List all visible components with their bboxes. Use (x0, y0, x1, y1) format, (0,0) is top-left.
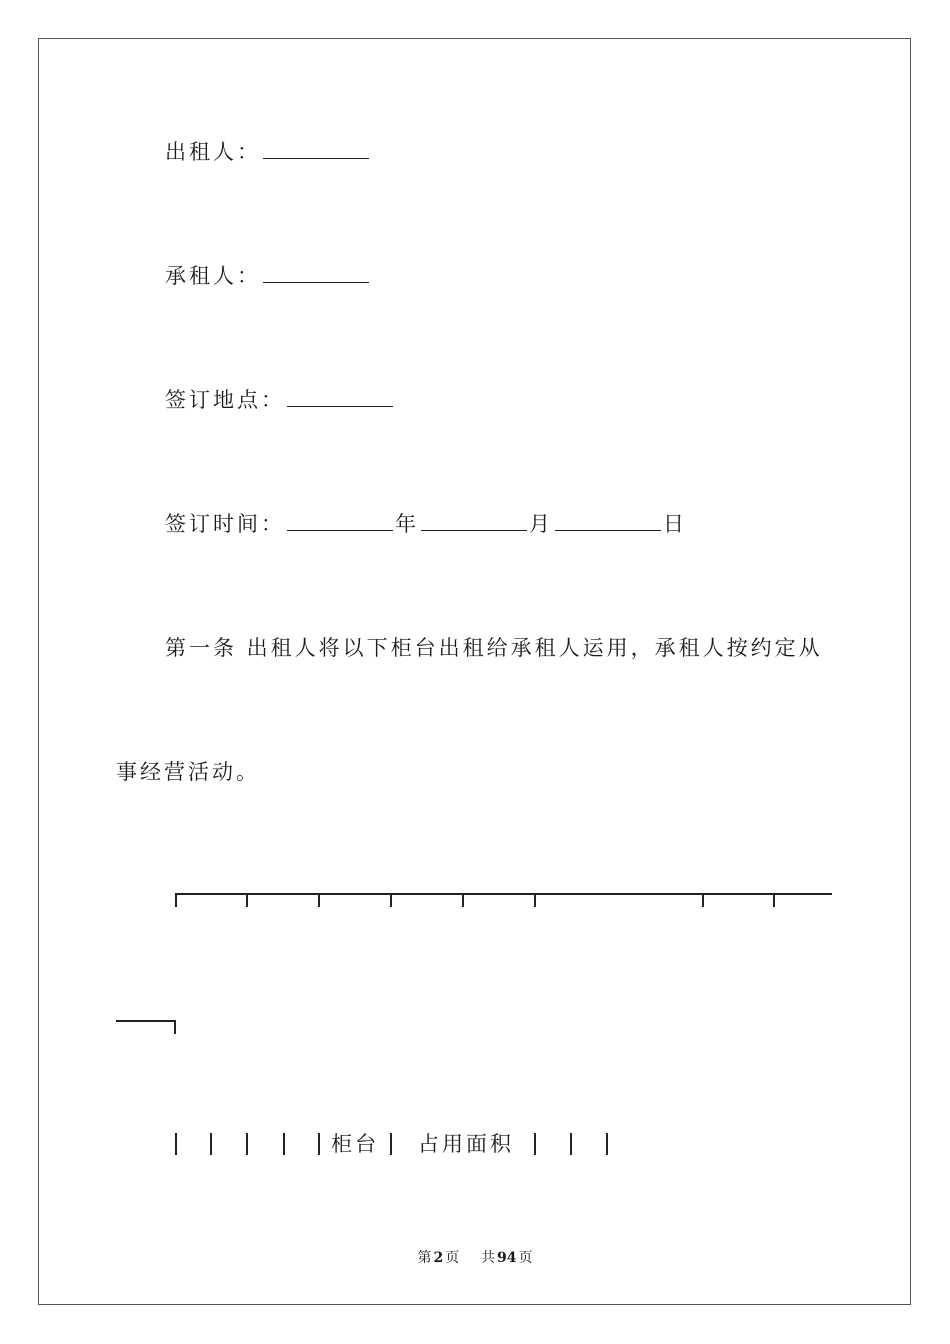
day-blank[interactable] (555, 512, 661, 531)
table-tick (246, 893, 248, 907)
table-tick (534, 893, 536, 907)
page-suffix: 页 (445, 1250, 460, 1266)
cell-divider (570, 1133, 572, 1155)
total-pages: 94 (497, 1250, 517, 1266)
table-top-border-wrap (116, 1020, 176, 1022)
place-label: 签订地点： (165, 388, 285, 412)
cell-divider (175, 1133, 177, 1155)
table-tick (175, 893, 177, 907)
lessee-label: 承租人： (165, 264, 261, 288)
article1-line2: 事经营活动。 (116, 760, 260, 784)
lessor-blank[interactable] (263, 140, 369, 159)
page-number: 2 (433, 1250, 444, 1266)
table-tick (773, 893, 775, 907)
cell-divider (534, 1133, 536, 1155)
month-blank[interactable] (421, 512, 527, 531)
time-line (165, 510, 687, 538)
year-blank[interactable] (287, 512, 393, 531)
table-top-border (175, 893, 832, 895)
table-tick (318, 893, 320, 907)
page-border (38, 38, 911, 1305)
cell-divider (283, 1133, 285, 1155)
cell-divider (318, 1133, 320, 1155)
time-label: 签订时间： (165, 512, 285, 536)
cell-divider (390, 1133, 392, 1155)
lessor-line (165, 138, 371, 166)
table-tick (390, 893, 392, 907)
lessee-line (165, 262, 371, 290)
table-tick (174, 1020, 176, 1034)
total-suffix: 页 (518, 1250, 533, 1266)
place-line (165, 386, 395, 414)
total-prefix: 共 (481, 1250, 496, 1266)
page-footer (0, 1247, 950, 1267)
article1-line1: 第一条 出租人将以下柜台出租给承租人运用，承租人按约定从 (165, 636, 823, 660)
cell-divider (246, 1133, 248, 1155)
page-prefix: 第 (417, 1250, 432, 1266)
header-area: 占用面积 (418, 1132, 514, 1156)
header-counter: 柜台 (331, 1132, 379, 1156)
table-tick (702, 893, 704, 907)
lessee-blank[interactable] (263, 264, 369, 283)
cell-divider (606, 1133, 608, 1155)
place-blank[interactable] (287, 388, 393, 407)
cell-divider (210, 1133, 212, 1155)
day-label: 日 (663, 512, 687, 536)
year-label: 年 (395, 512, 419, 536)
month-label: 月 (529, 512, 553, 536)
lessor-label: 出租人： (165, 140, 261, 164)
table-tick (462, 893, 464, 907)
